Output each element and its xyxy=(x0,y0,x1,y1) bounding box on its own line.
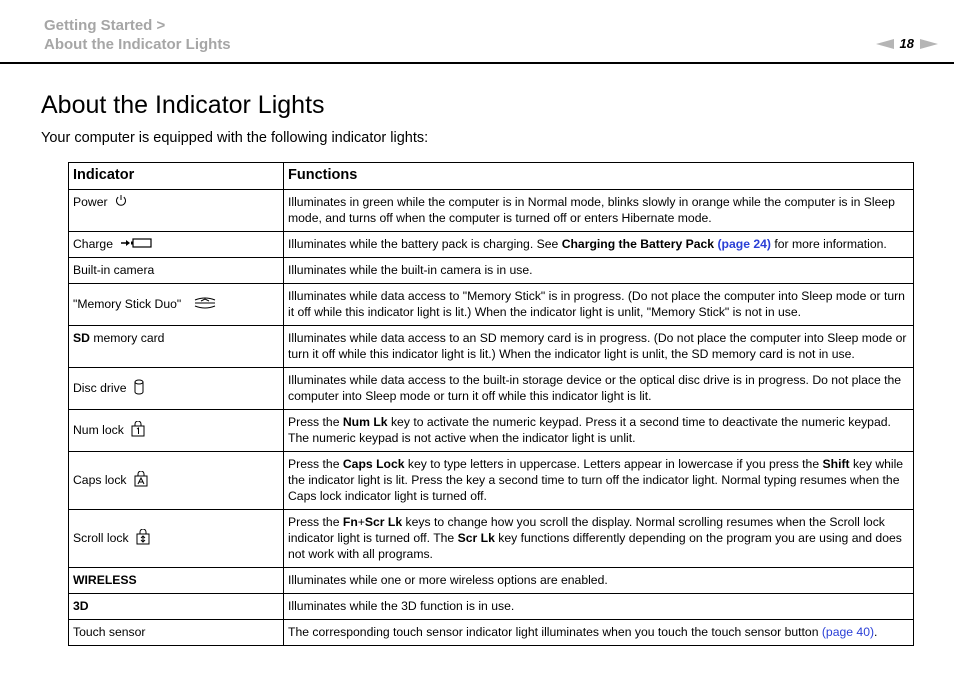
table-row xyxy=(69,452,914,510)
indicator-cell xyxy=(69,452,284,510)
table-row xyxy=(69,190,914,232)
page-number: 18 xyxy=(899,36,914,51)
indicator-cell: SD memory card xyxy=(69,326,284,368)
scroll-lock-icon xyxy=(136,529,150,549)
memory-stick-icon xyxy=(193,297,217,313)
num-lock-icon xyxy=(131,421,145,441)
function-cell: Illuminates while data access to an SD memory card is in progress. (Do not place the computer into Sleep mode or turn it off while this indicator light is lit.) When the indicator light is unlit, the SD memory card is not in use. xyxy=(284,326,914,368)
table-row xyxy=(69,594,914,620)
indicator-cell: 3D xyxy=(69,594,284,620)
table-header-row xyxy=(69,163,914,190)
function-cell: Press the Caps Lock key to type letters in uppercase. Letters appear in lowercase if you press the Shift key while the indicator light is lit. Press the key a second time to turn off the indicator light. Normal typing resumes when the Caps lock indicator light is turned off. xyxy=(284,452,914,510)
indicator-name: Disc drive xyxy=(73,380,127,395)
indicator-cell: Touch sensor xyxy=(69,620,284,646)
page-24-link[interactable]: (page 24) xyxy=(717,237,771,251)
indicator-cell xyxy=(69,190,284,232)
charge-icon xyxy=(120,237,152,253)
page-40-link[interactable]: (page 40) xyxy=(821,625,875,639)
indicator-cell xyxy=(69,368,284,410)
function-cell: The corresponding touch sensor indicator light illuminates when you touch the touch sensor button (page 40). xyxy=(284,620,914,646)
indicator-cell xyxy=(69,410,284,452)
indicator-name: Num lock xyxy=(73,422,124,437)
table-row xyxy=(69,284,914,326)
function-cell: Illuminates in green while the computer is in Normal mode, blinks slowly in orange while the computer is in Sleep mode, and turns off when the computer is turned off or enters Hibernate mode. xyxy=(284,190,914,232)
table-row xyxy=(69,368,914,410)
indicator-cell xyxy=(69,510,284,568)
page-title: About the Indicator Lights xyxy=(41,91,325,119)
previous-page-arrow-icon[interactable] xyxy=(876,39,894,49)
indicator-cell: WIRELESS xyxy=(69,568,284,594)
table-row xyxy=(69,232,914,258)
table-row xyxy=(69,258,914,284)
indicator-cell xyxy=(69,232,284,258)
function-cell: Press the Num Lk key to activate the numeric keypad. Press it a second time to deactivate the numeric keypad. The numeric keypad is not active when the indicator light is unlit. xyxy=(284,410,914,452)
function-cell: Illuminates while the 3D function is in use. xyxy=(284,594,914,620)
column-header-functions: Functions xyxy=(284,163,914,190)
function-cell: Illuminates while data access to the built-in storage device or the optical disc drive is in progress. Do not place the computer into Sleep mode or turn it off while this indicator light is lit. xyxy=(284,368,914,410)
breadcrumb-page: About the Indicator Lights xyxy=(44,36,231,53)
table-row xyxy=(69,410,914,452)
function-cell: Illuminates while the battery pack is charging. See Charging the Battery Pack (page 24) for more information. xyxy=(284,232,914,258)
breadcrumb xyxy=(44,16,231,54)
table-row xyxy=(69,326,914,368)
indicator-name: Caps lock xyxy=(73,472,127,487)
function-cell: Illuminates while data access to "Memory Stick" is in progress. (Do not place the computer into Sleep mode or turn it off while this indicator light is lit.) When the indicator light is unlit, "Memory Stick" is not in use. xyxy=(284,284,914,326)
next-page-arrow-icon[interactable] xyxy=(920,39,938,49)
intro-text: Your computer is equipped with the following indicator lights: xyxy=(41,130,429,146)
caps-lock-icon xyxy=(134,471,148,491)
table-row xyxy=(69,620,914,646)
column-header-indicator: Indicator xyxy=(69,163,284,190)
disc-drive-icon xyxy=(134,379,144,399)
table-row xyxy=(69,568,914,594)
power-icon xyxy=(115,194,127,211)
indicator-name: "Memory Stick Duo" xyxy=(73,297,182,312)
table-row xyxy=(69,510,914,568)
page-navigation xyxy=(876,36,938,51)
header-divider xyxy=(0,62,954,64)
function-cell: Illuminates while one or more wireless options are enabled. xyxy=(284,568,914,594)
function-cell: Illuminates while the built-in camera is in use. xyxy=(284,258,914,284)
indicator-cell xyxy=(69,284,284,326)
indicator-cell: Built-in camera xyxy=(69,258,284,284)
indicator-name: Power xyxy=(73,195,108,209)
indicator-table xyxy=(68,162,914,646)
indicator-name: Charge xyxy=(73,237,113,251)
indicator-name: Scroll lock xyxy=(73,530,129,545)
function-cell: Press the Fn+Scr Lk keys to change how you scroll the display. Normal scrolling resumes when the Scroll lock indicator light is turned off. The Scr Lk key functions differently depending on the program you are using and does not work with all programs. xyxy=(284,510,914,568)
breadcrumb-section[interactable]: Getting Started > xyxy=(44,17,166,34)
